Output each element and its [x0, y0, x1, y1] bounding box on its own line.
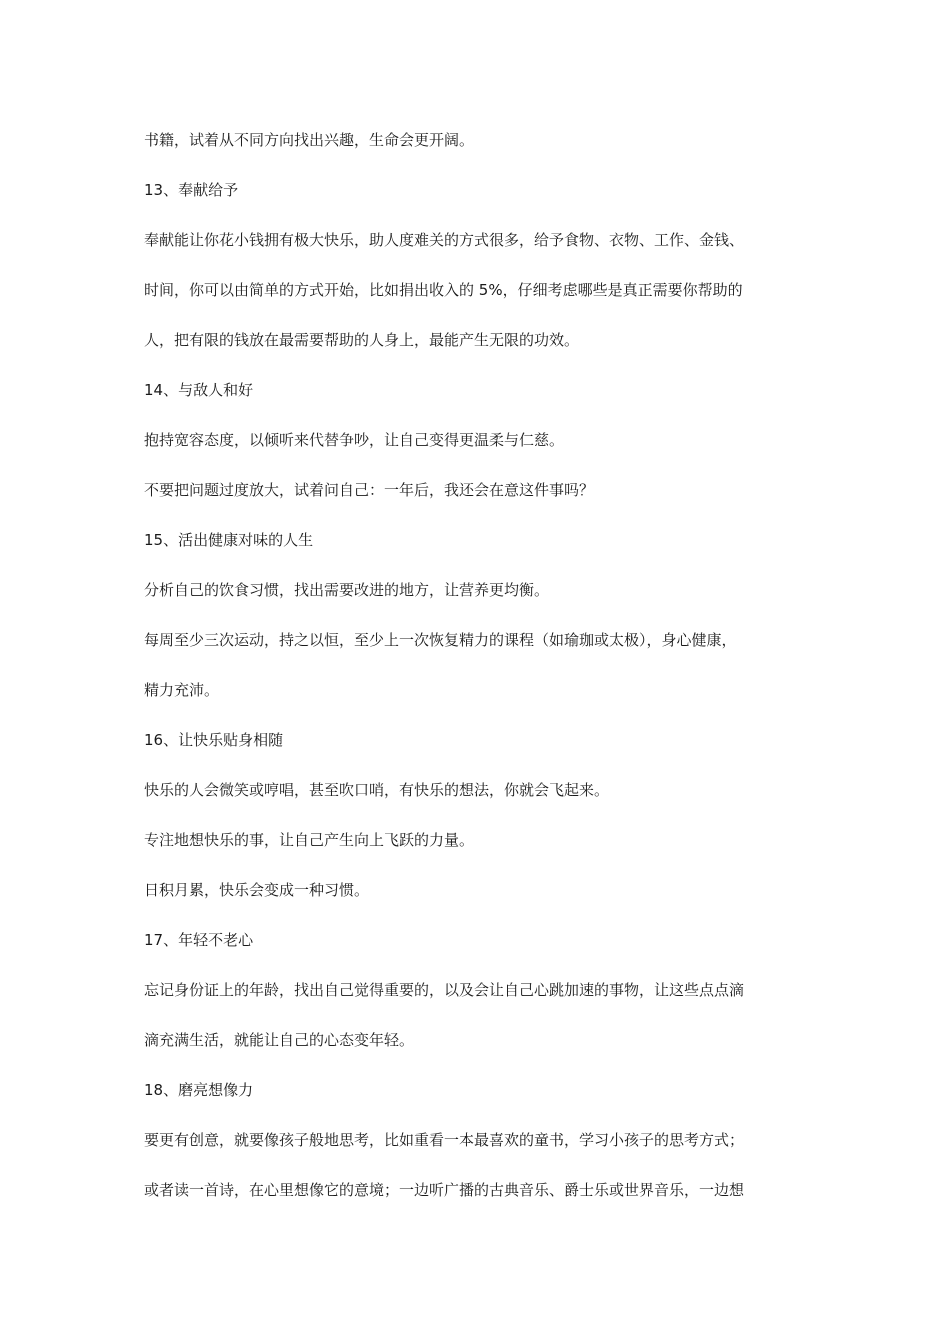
text-line: 要更有创意，就要像孩子般地思考，比如重看一本最喜欢的童书，学习小孩子的思考方式；	[144, 1131, 745, 1149]
text-line: 书籍，试着从不同方向找出兴趣，生命会更开阔。	[144, 131, 475, 149]
document-body	[144, 115, 824, 1215]
text-line: 每周至少三次运动，持之以恒，至少上一次恢复精力的课程（如瑜珈或太极），身心健康，	[144, 631, 737, 649]
section-heading-18: 18、磨亮想像力	[144, 1081, 254, 1099]
section-heading-17: 17、年轻不老心	[144, 931, 254, 949]
text-line: 滴充满生活，就能让自己的心态变年轻。	[144, 1031, 415, 1049]
section-heading-13: 13、奉献给予	[144, 181, 239, 199]
text-line: 或者读一首诗，在心里想像它的意境；一边听广播的古典音乐、爵士乐或世界音乐，一边想	[144, 1181, 745, 1199]
text-line: 忘记身份证上的年龄，找出自己觉得重要的，以及会让自己心跳加速的事物，让这些点点滴	[144, 981, 745, 999]
text-line: 时间，你可以由简单的方式开始，比如捐出收入的 5%，仔细考虑哪些是真正需要你帮助的	[144, 281, 743, 299]
text-line: 日积月累，快乐会变成一种习惯。	[144, 881, 370, 899]
text-line: 不要把问题过度放大，试着问自己：一年后，我还会在意这件事吗？	[144, 481, 595, 499]
text-line: 快乐的人会微笑或哼唱，甚至吹口哨，有快乐的想法，你就会飞起来。	[144, 781, 610, 799]
text-line: 分析自己的饮食习惯，找出需要改进的地方，让营养更均衡。	[144, 581, 550, 599]
section-heading-14: 14、与敌人和好	[144, 381, 254, 399]
text-line: 精力充沛。	[144, 681, 220, 699]
text-line: 抱持宽容态度，以倾听来代替争吵，让自己变得更温柔与仁慈。	[144, 431, 565, 449]
text-line: 人，把有限的钱放在最需要帮助的人身上，最能产生无限的功效。	[144, 331, 580, 349]
section-heading-15: 15、活出健康对味的人生	[144, 531, 314, 549]
text-line: 专注地想快乐的事，让自己产生向上飞跃的力量。	[144, 831, 475, 849]
text-line: 奉献能让你花小钱拥有极大快乐，助人度难关的方式很多，给予食物、衣物、工作、金钱、	[144, 231, 745, 249]
section-heading-16: 16、让快乐贴身相随	[144, 731, 284, 749]
